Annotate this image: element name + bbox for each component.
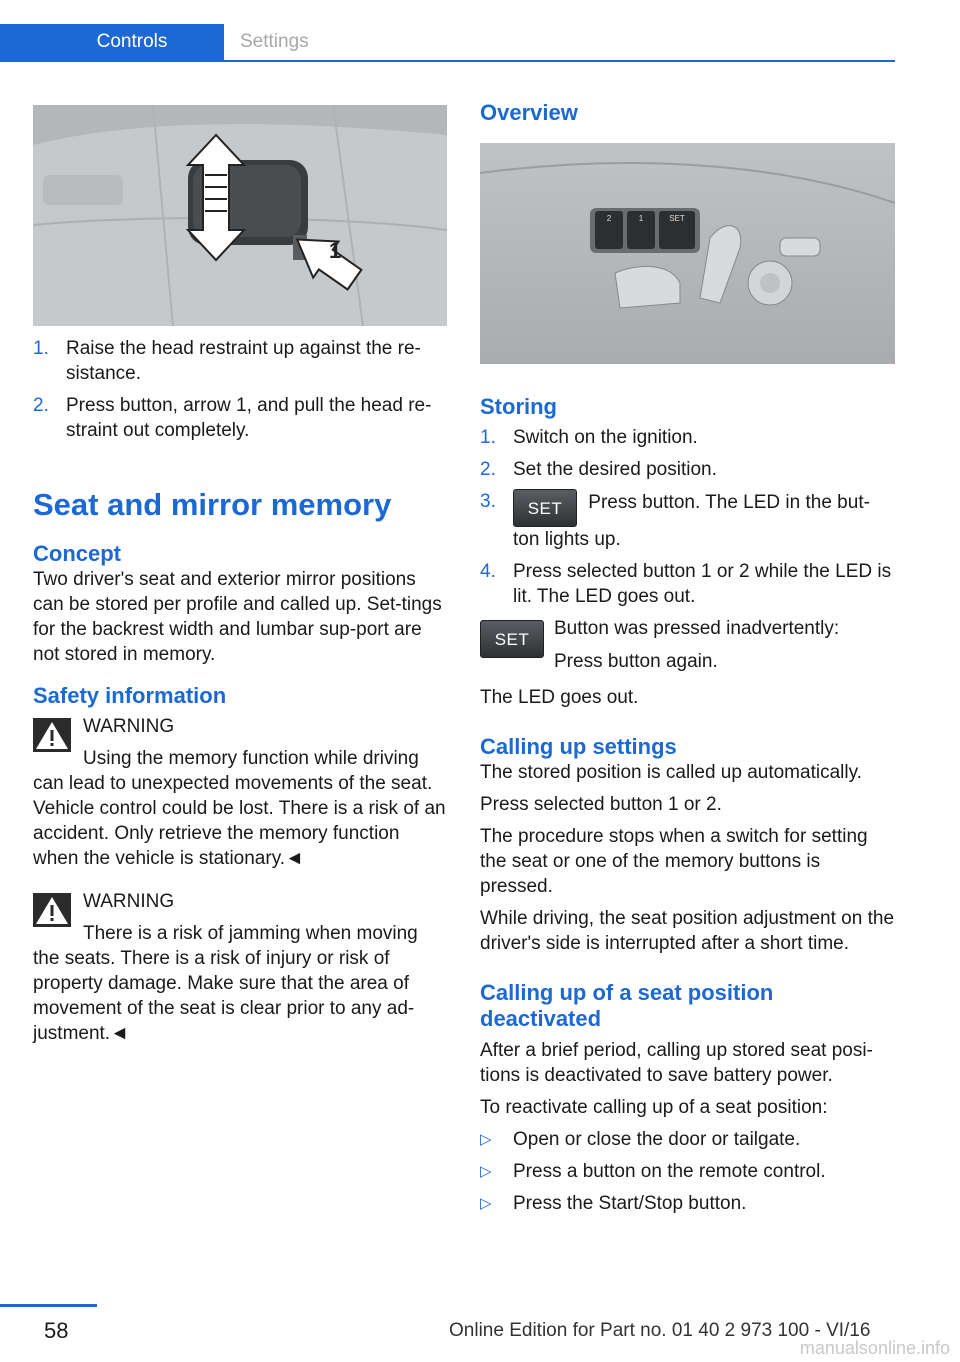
list-item: 1. Switch on the ignition. (480, 427, 698, 448)
memory-panel-illustration (480, 143, 895, 364)
overview-heading: Overview (480, 100, 578, 125)
concept-heading: Concept (33, 541, 121, 566)
watermark: manualsonline.info (799, 1338, 950, 1358)
warning-triangle-icon (33, 893, 71, 927)
tab-controls[interactable]: Controls (0, 24, 224, 60)
warning-first-line: Using the memory function while driving (83, 748, 419, 769)
set-button-icon: SET (480, 620, 544, 658)
warning-text: the seats. There is a risk of injury or risk of property damage. Make sure that the area of movement of the seat is clear prior to any ad‐justment.◄ (33, 948, 415, 1044)
removal-steps (33, 336, 447, 443)
warning-text: can lead to unexpected movements of the seat. Vehicle control could be lost. There is a risk of an accident. Only retrieve the memory function when the vehicle is stationary.◄ (33, 773, 446, 869)
list-item: 3. SET Press button. The LED in the but‐ ton lights up. (480, 491, 870, 550)
head-restraint-figure (33, 105, 447, 326)
section-tabs (0, 24, 895, 62)
left-column (33, 105, 447, 1046)
warning-label: WARNING (83, 716, 175, 737)
right-column (480, 100, 895, 1223)
svg-text:1: 1 (329, 238, 342, 263)
reactivate-list (480, 1127, 895, 1216)
list-item: 4. Press selected button 1 or 2 while the LED is lit. The LED goes out. (480, 561, 892, 607)
bullet-triangle-icon: ▷ (480, 1131, 492, 1148)
list-item: ▷ Press the Start/Stop button. (480, 1193, 747, 1214)
paragraph: While driving, the seat position adjustment on the driver's side is interrupted after a short time. (480, 908, 895, 954)
section-heading: Seat and mirror memory (33, 487, 392, 522)
svg-text:2: 2 (606, 214, 612, 223)
bullet-triangle-icon: ▷ (480, 1163, 492, 1180)
tab-underline (0, 60, 895, 62)
inadvertent-note: SET Button was pressed inadvertently: Press button again. (480, 616, 895, 680)
footer-line (0, 1304, 97, 1307)
page-number: 58 (44, 1318, 69, 1343)
deactivated-heading: Calling up of a seat position deactivated (480, 980, 774, 1031)
svg-text:1: 1 (638, 214, 644, 223)
list-item: 2. Press button, arrow 1, and pull the head re‐straint out completely. (33, 395, 432, 441)
memory-panel-figure (480, 143, 895, 364)
paragraph: Press selected button 1 or 2. (480, 794, 722, 815)
led-text: The LED goes out. (480, 687, 639, 708)
set-button-icon: SET (513, 489, 577, 527)
bullet-triangle-icon: ▷ (480, 1195, 492, 1212)
warning-block (33, 889, 447, 1046)
head-restraint-illustration (33, 105, 447, 326)
svg-text:SET: SET (669, 214, 685, 223)
warning-first-line: There is a risk of jamming when moving (83, 923, 418, 944)
storing-steps (480, 425, 895, 609)
paragraph: The procedure stops when a switch for setting the seat or one of the memory buttons is pressed. (480, 826, 868, 897)
list-item: ▷ Open or close the door or tailgate. (480, 1129, 801, 1150)
tab-settings[interactable]: Settings (240, 31, 309, 52)
paragraph: The stored position is called up automatically. (480, 762, 862, 783)
paragraph: To reactivate calling up of a seat position: (480, 1097, 828, 1118)
safety-heading: Safety information (33, 683, 227, 708)
list-item: 1. Raise the head restraint up against the re‐sistance. (33, 338, 421, 384)
list-item: ▷ Press a button on the remote control. (480, 1161, 826, 1182)
list-item: 2. Set the desired position. (480, 459, 717, 480)
calling-heading: Calling up settings (480, 734, 677, 759)
warning-block (33, 714, 447, 871)
paragraph: After a brief period, calling up stored seat posi‐tions is deactivated to save battery power. (480, 1040, 873, 1086)
warning-triangle-icon (33, 718, 71, 752)
warning-label: WARNING (83, 891, 175, 912)
storing-heading: Storing (480, 394, 557, 419)
edition-text: Online Edition for Part no. 01 40 2 973 100 - VI/16 (449, 1320, 871, 1341)
concept-text: Two driver's seat and exterior mirror positions can be stored per profile and called up. Set‐tings for the backrest width and lumbar sup‐port are not stored in memory. (33, 569, 442, 665)
